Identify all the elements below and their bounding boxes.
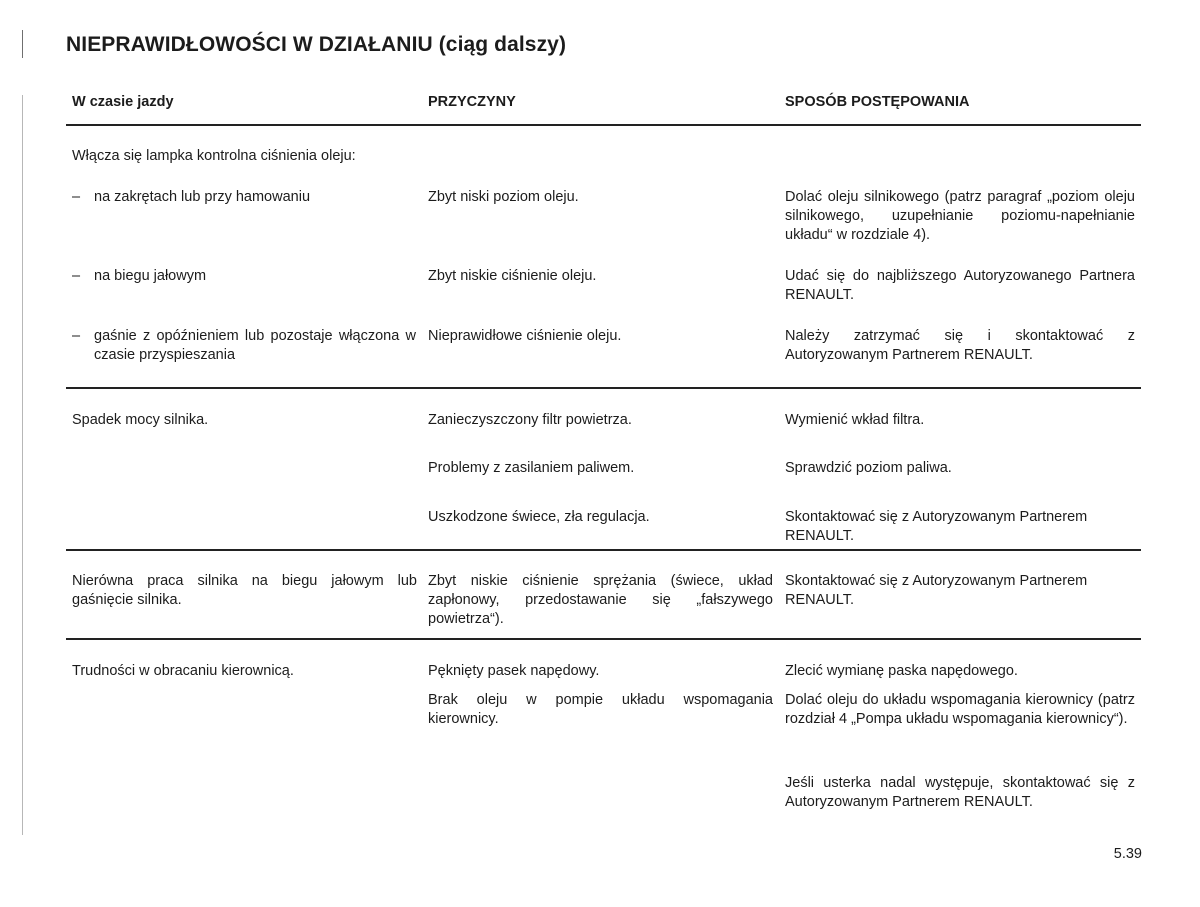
section-rule bbox=[66, 549, 1141, 551]
header-causes: PRZYCZYNY bbox=[428, 94, 516, 110]
steering-symptom: Trudności w obracaniu kierownicą. bbox=[72, 663, 294, 679]
page-number: 5.39 bbox=[1113, 846, 1142, 862]
page-title bbox=[66, 33, 566, 57]
oil-action-2: Udać się do najbliższego Autoryzowanego Partnera RENAULT. bbox=[785, 268, 1135, 303]
header-remedy: SPOSÓB POSTĘPOWANIA bbox=[785, 94, 970, 110]
page-edge-mark bbox=[22, 30, 23, 58]
list-dash: – bbox=[72, 328, 81, 344]
oil-intro: Włącza się lampka kontrolna ciśnienia oleju: bbox=[72, 148, 356, 164]
header-while-driving: W czasie jazdy bbox=[72, 94, 174, 110]
steering-cause-2: Brak oleju w pompie układu wspomagania kierownicy. bbox=[428, 692, 773, 727]
oil-cause-2: Zbyt niskie ciśnienie oleju. bbox=[428, 268, 597, 284]
power-action-1: Wymienić wkład filtra. bbox=[785, 412, 925, 428]
section-rule bbox=[66, 638, 1141, 640]
power-action-3: Skontaktować się z Autoryzowanym Partnerem RENAULT. bbox=[785, 509, 1088, 544]
header-rule bbox=[66, 124, 1141, 126]
title-main: NIEPRAWIDŁOWOŚCI W DZIAŁANIU bbox=[66, 33, 433, 56]
power-cause-3: Uszkodzone świece, zła regulacja. bbox=[428, 509, 650, 525]
steering-action-2: Dolać oleju do układu wspomagania kierownicy (patrz rozdział 4 „Pompa układu wspomagania kierownicy“). bbox=[785, 692, 1135, 727]
list-dash: – bbox=[72, 189, 81, 205]
steering-action-3: Jeśli usterka nadal występuje, skontaktować się z Autoryzowanym Partnerem RENAULT. bbox=[785, 775, 1135, 810]
power-symptom: Spadek mocy silnika. bbox=[72, 412, 209, 428]
list-dash: – bbox=[72, 268, 81, 284]
title-continued: (ciąg dalszy) bbox=[438, 33, 567, 56]
oil-condition-2: na biegu jałowym bbox=[94, 268, 207, 284]
section-rule bbox=[66, 387, 1141, 389]
power-cause-2: Problemy z zasilaniem paliwem. bbox=[428, 460, 635, 476]
page-edge-line bbox=[22, 95, 23, 835]
idle-cause: Zbyt niskie ciśnienie sprężania (świece, układ zapłonowy, przedostawanie się „fałszywego powietrza“). bbox=[428, 573, 773, 627]
steering-action-1: Zlecić wymianę paska napędowego. bbox=[785, 663, 1018, 679]
power-cause-1: Zanieczyszczony filtr powietrza. bbox=[428, 412, 632, 428]
steering-cause-1: Pęknięty pasek napędowy. bbox=[428, 663, 600, 679]
oil-condition-3: gaśnie z opóźnieniem lub pozostaje włączona w czasie przyspieszania bbox=[94, 328, 416, 363]
idle-action: Skontaktować się z Autoryzowanym Partnerem RENAULT. bbox=[785, 573, 1088, 608]
oil-cause-1: Zbyt niski poziom oleju. bbox=[428, 189, 579, 205]
oil-cause-3: Nieprawidłowe ciśnienie oleju. bbox=[428, 328, 622, 344]
oil-condition-1: na zakrętach lub przy hamowaniu bbox=[94, 189, 311, 205]
oil-action-1: Dolać oleju silnikowego (patrz paragraf „poziom oleju silnikowego, uzupełnianie poziomu-napełnianie układu“ w rozdziale 4). bbox=[785, 189, 1135, 243]
power-action-2: Sprawdzić poziom paliwa. bbox=[785, 460, 952, 476]
idle-symptom: Nierówna praca silnika na biegu jałowym lub gaśnięcie silnika. bbox=[72, 573, 417, 608]
oil-action-3: Należy zatrzymać się i skontaktować z Autoryzowanym Partnerem RENAULT. bbox=[785, 328, 1135, 363]
